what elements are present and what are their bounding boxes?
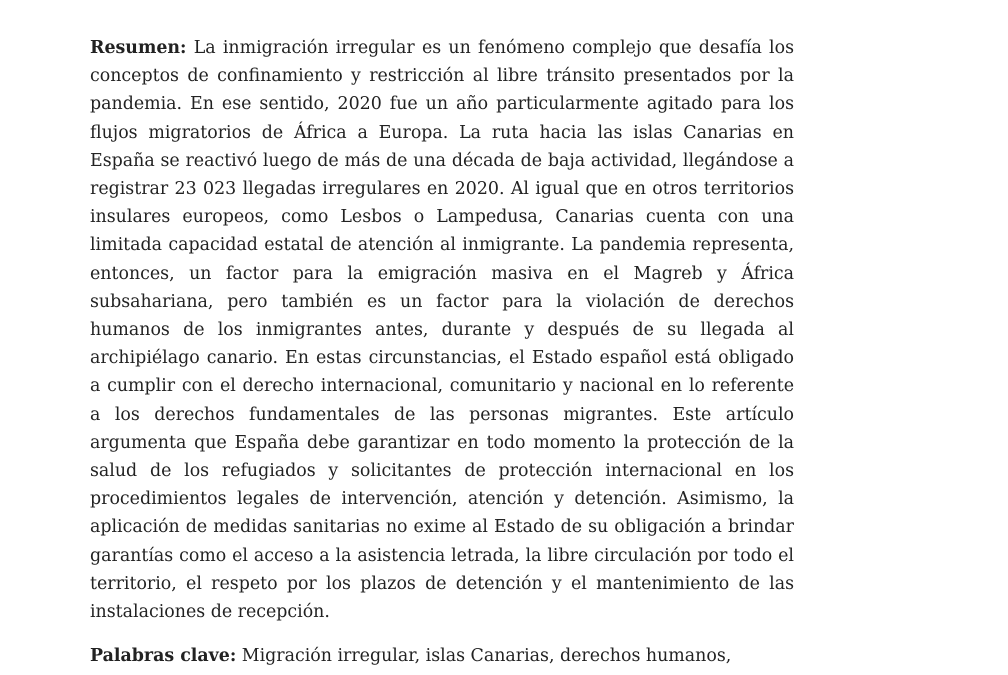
- keywords-text: Migración irregular, islas Canarias, derechos humanos,: [241, 646, 732, 667]
- keywords-paragraph: [90, 642, 794, 670]
- document-page: [90, 34, 794, 670]
- abstract-text: La inmigración irregular es un fenómeno complejo que desafía los conceptos de confinamiento y restricción al libre tránsito presentados por la pandemia. En ese sentido, 2020 fue un año particularmente agitado para los flujos migratorios de África a Europa. La ruta hacia las islas Canarias en España se reactivó luego de más de una década de baja actividad, llegándose a registrar 23 023 llegadas irregulares en 2020. Al igual que en otros territorios insulares europeos, como Lesbos o Lampedusa, Canarias cuenta con una limitada capacidad estatal de atención al inmigrante. La pandemia representa, entonces, un factor para la emigración masiva en el Magreb y África subsahariana, pero también es un factor para la violación de derechos humanos de los inmigrantes antes, durante y después de su llegada al archipiélago canario. En estas circunstancias, el Estado español está obligado a cumplir con el derecho internacional, comunitario y nacional en lo referente a los derechos fundamentales de las personas migrantes. Este artículo argumenta que España debe garantizar en todo momento la protección de la salud de los refugiados y solicitantes de protección internacional en los procedimientos legales de intervención, atención y detención. Asimismo, la aplicación de medidas sanitarias no exime al Estado de su obligación a brindar garantías como el acceso a la asistencia letrada, la libre circulación por todo el territorio, el respeto por los plazos de detención y el mantenimiento de las instalaciones de recepción.: [90, 38, 794, 623]
- abstract-paragraph: [90, 34, 794, 626]
- keywords-label: Palabras clave:: [90, 646, 237, 667]
- abstract-label: Resumen:: [90, 38, 187, 58]
